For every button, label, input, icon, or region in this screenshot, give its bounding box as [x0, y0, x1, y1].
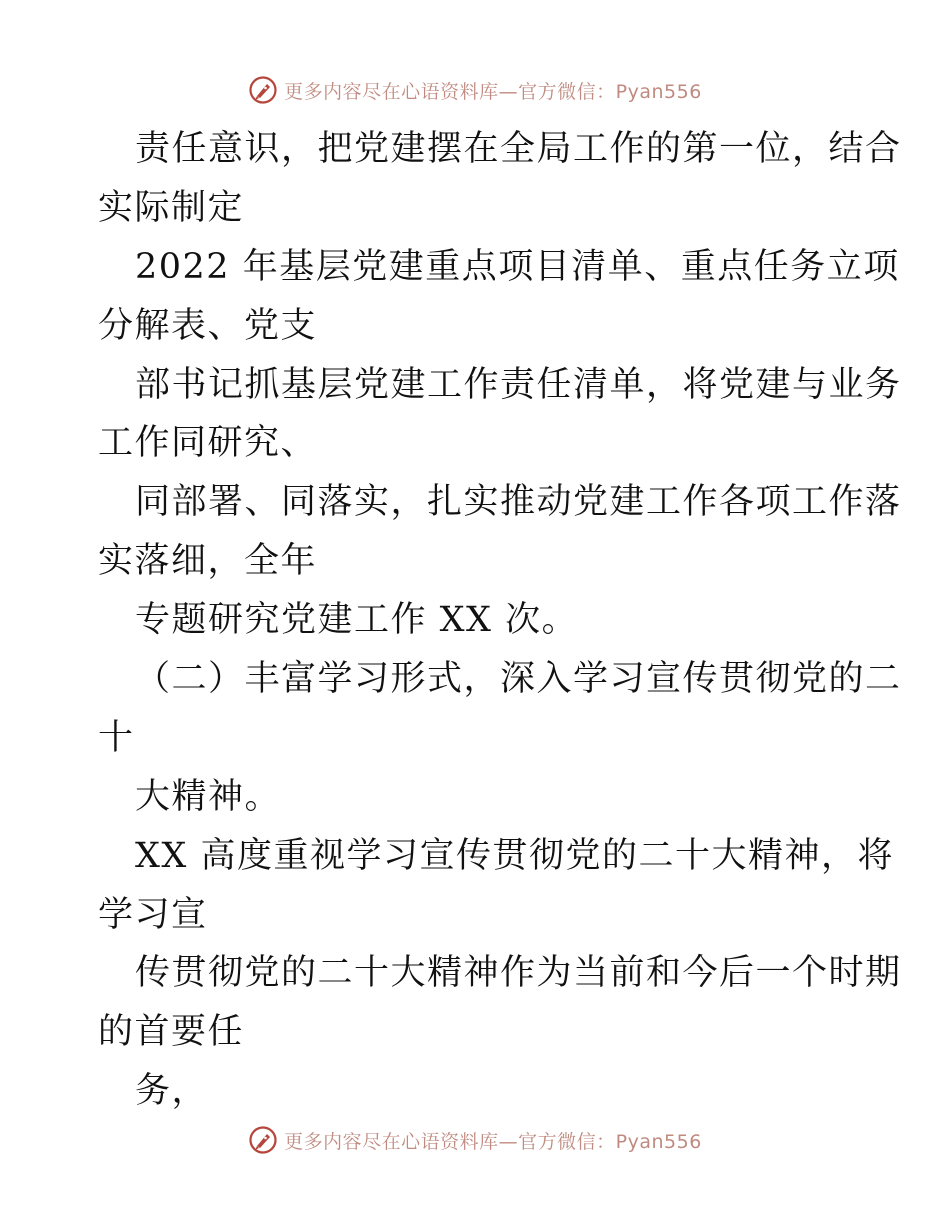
body-line: 分解表、党支 — [98, 305, 318, 346]
body-line: 务， — [135, 1071, 209, 1112]
body-line: 的首要任 — [98, 1012, 245, 1053]
body-line: 实际制定 — [98, 187, 245, 228]
body-line: 专题研究党建工作 XX 次。 — [135, 600, 579, 641]
body-line: 2022 年基层党建重点项目清单、重点任务立项 — [135, 246, 900, 287]
section-heading-continued: 十 — [98, 717, 135, 758]
body-line: 同部署、同落实，扎实推动党建工作各项工作落 — [135, 482, 902, 523]
pen-nib-logo-icon — [248, 75, 278, 105]
footer-watermark — [0, 1120, 950, 1160]
header-watermark — [0, 70, 950, 110]
body-line: 传贯彻党的二十大精神作为当前和今后一个时期 — [135, 953, 902, 994]
footer-watermark-text: 更多内容尽在心语资料库—官方微信：Pyan556 — [284, 1130, 702, 1153]
body-line: XX 高度重视学习宣传贯彻党的二十大精神，将 — [135, 835, 894, 876]
body-line: 工作同研究、 — [98, 423, 318, 464]
section-heading: （二）丰富学习形式，深入学习宣传贯彻党的二 — [135, 659, 902, 700]
section-heading-continued: 大精神。 — [135, 776, 282, 817]
header-watermark-text: 更多内容尽在心语资料库—官方微信：Pyan556 — [284, 80, 702, 103]
body-line: 部书记抓基层党建工作责任清单，将党建与业务 — [135, 364, 902, 405]
body-line: 实落细，全年 — [98, 541, 318, 582]
document-body — [98, 120, 902, 1121]
pen-nib-logo-icon — [248, 1125, 278, 1155]
body-line: 学习宣 — [98, 894, 208, 935]
body-line: 责任意识，把党建摆在全局工作的第一位，结合 — [135, 129, 902, 169]
